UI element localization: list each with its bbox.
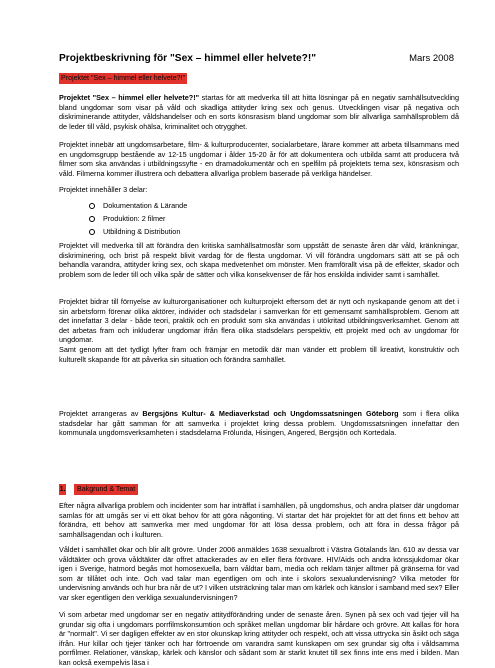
participants-paragraph: Projektet innebär att ungdomsarbetare, film- & kulturproducenter, socialarbetare, lärare kommer att arbeta tillsammans med en ungdomsgrupp bestående av 12-15 ungdomar i ålder 15-20 år för att dokumentera och utbilda samt att producera två filmer som ska användas i utbildningssyfte - en dramadokumentär och en spelfilm på projektets tema sex, könsrasism och våld. Filmerna kommer illustrera och debattera allvarliga problem baserade på verkliga händelser.	[59, 140, 459, 178]
title-prefix: Projektbeskrivning	[59, 53, 151, 64]
project-label-highlight: Projektet "Sex – himmel eller helvete?!"	[61, 74, 186, 82]
organizers-bold: Bergsjöns Kultur- & Mediaverkstad och Ungdomssatsningen Göteborg	[142, 409, 399, 418]
intro-bold: Projektet "Sex – himmel eller helvete?!"	[59, 93, 200, 102]
intro-text: startas för att medverka till att hitta lösningar på en negativ samhällsutveckling bland ungdomar som visar på våld och skadliga attityder kring sex och genus. Utvecklingen visar på negativa och diskriminerande attityder, våldshandelser och en sorts könsrasism bland ungdomar som blir allvarliga samhällsproblem då de leder till våld, psykisk ohälsa, kriminalitet och otrygghet.	[59, 93, 459, 131]
list-item: Dokumentation & Lärande	[89, 199, 187, 212]
organizers-paragraph: Projektet arrangeras av Bergsjöns Kultur- & Mediaverkstad och Ungdomssatsningen Göteborg som i flera olika stadsdelar har gått samman för att samverka i projektet kring dessa problem. Ungdomssatsningen innefattar den kommunala ungdomsverksamheten i stadsdelarna Frölunda, Hisingen, Angered, Bergsjön och Kortedala.	[59, 409, 459, 438]
list-item: Produktion: 2 filmer	[89, 212, 187, 225]
circle-bullet-icon	[89, 203, 95, 209]
attitude-paragraph: Vi som arbetar med ungdomar ser en negativ attitydförändring under de senaste åren. Synen på sex och vad tjejer vill ha grundar sig ofta i ungdomars porrfilmskonsumtion och språket mellan ungdomar blir hårdare och grövre. Att kallas för hora är "normalt". Vi ser dagligen effekter av en stor okunskap kring attityder och respekt, och att vissa uttrycka sin åsikt och säga ifrån. Hur killar och tjejer tänker och har förtroende om varandra samt kunskapen om sex grundar sig ofta i våldsamma porrfilmer. Relationer, vänskap, kärlek och känslor och sådant som är starkt knutet till sex finns inte ens med i bilden. Man kan också exempelvis läsa i	[59, 610, 459, 667]
list-item: Utbildning & Distribution	[89, 225, 187, 238]
title-project-name: för "Sex – himmel eller helvete?!"	[150, 53, 317, 64]
section-title: Bakgrund & Temat	[74, 484, 138, 495]
section-number: 1.	[59, 486, 66, 493]
background-paragraph: Efter några allvarliga problem och incidenter som har inträffat i samhällen, på ungdomshus, och andra platser där ungdomar samlas för att umgås ser vi ett ökat behov för att göra någonting. Vi startar det här projektet för att det finns ett behov att förändra, ett behov att samverka mer med ungdomar för att lösa dessa problem, och att föra in dessa frågor på samhällsagendan och i kulturen.	[59, 501, 459, 539]
goals-paragraph: Projektet vill medverka till att förändra den kritiska samhällsatmosfär som uppstått de senaste åren där våld, kränkningar, diskriminering, och brist på respekt blivit vardag för de flesta ungdomar. Vi vill förändra ungdomars sätt att se på och behandla varandra, attityder kring sex, och skapa medvetenhet om mönster. Men framförallt visa på de effekter, skador och problem som de leder till och vilka spår de sätter och vilka konsekvenser de får hos enskilda individer samt i samhället.	[59, 241, 459, 279]
document-date: Mars 2008	[409, 53, 454, 64]
parts-list	[89, 199, 187, 238]
violence-paragraph: Våldet i samhället ökar och blir allt grövre. Under 2006 anmäldes 1638 sexualbrott i Västra Götalands län. 610 av dessa var våldtäkter och grova våldtäkter där offret attackerades av en eller flera förövare. HIV/Aids och andra könssjukdomar ökar igen i Sverige, hatmord begås mot homosexuella, barn våldtar barn, media och reklam tänjer alltmer på gränserna för vad som är tillåtet och inte. Och vad talar man egentligen om och inte i skolors sexualundervisning? Vilka metoder för undervisning används och hur bra når de ut? I vilken utsträckning talar man om kärlek och känslor i samband med sex? Eller var sker egentligen den verkliga sexualundervisningen?	[59, 545, 459, 602]
circle-bullet-icon	[89, 216, 95, 222]
circle-bullet-icon	[89, 229, 95, 235]
document-title	[59, 53, 316, 64]
renewal-paragraph: Projektet bidrar till förnyelse av kulturorganisationer och kulturprojekt eftersom det är nytt och nyskapande genom att det i sin arbetsform förenar olika aktörer, individer och stadsdelar i samverkan för ett gemensamt samhällsproblem. Genom att det innefattar 3 delar - både teori, praktik och en produkt som ska användas i utökritad utbildningsverksamhet. Genom att det arbetas fram och inkluderar ungdomar ifrån flera olika stadsdelars perspektiv, ett projekt med och av ungdomar för ungdomar. Samt genom att det tydligt lyfter fram och främjar en metodik där man vänder ett problem till kreativt, konstruktiv och kulturellt skapande för att påverka sin situation och förändra samhället.	[59, 297, 459, 364]
intro-paragraph	[59, 93, 459, 131]
title-row	[59, 53, 454, 67]
section-heading	[59, 484, 138, 495]
parts-intro: Projektet innehåller 3 delar:	[59, 185, 148, 194]
